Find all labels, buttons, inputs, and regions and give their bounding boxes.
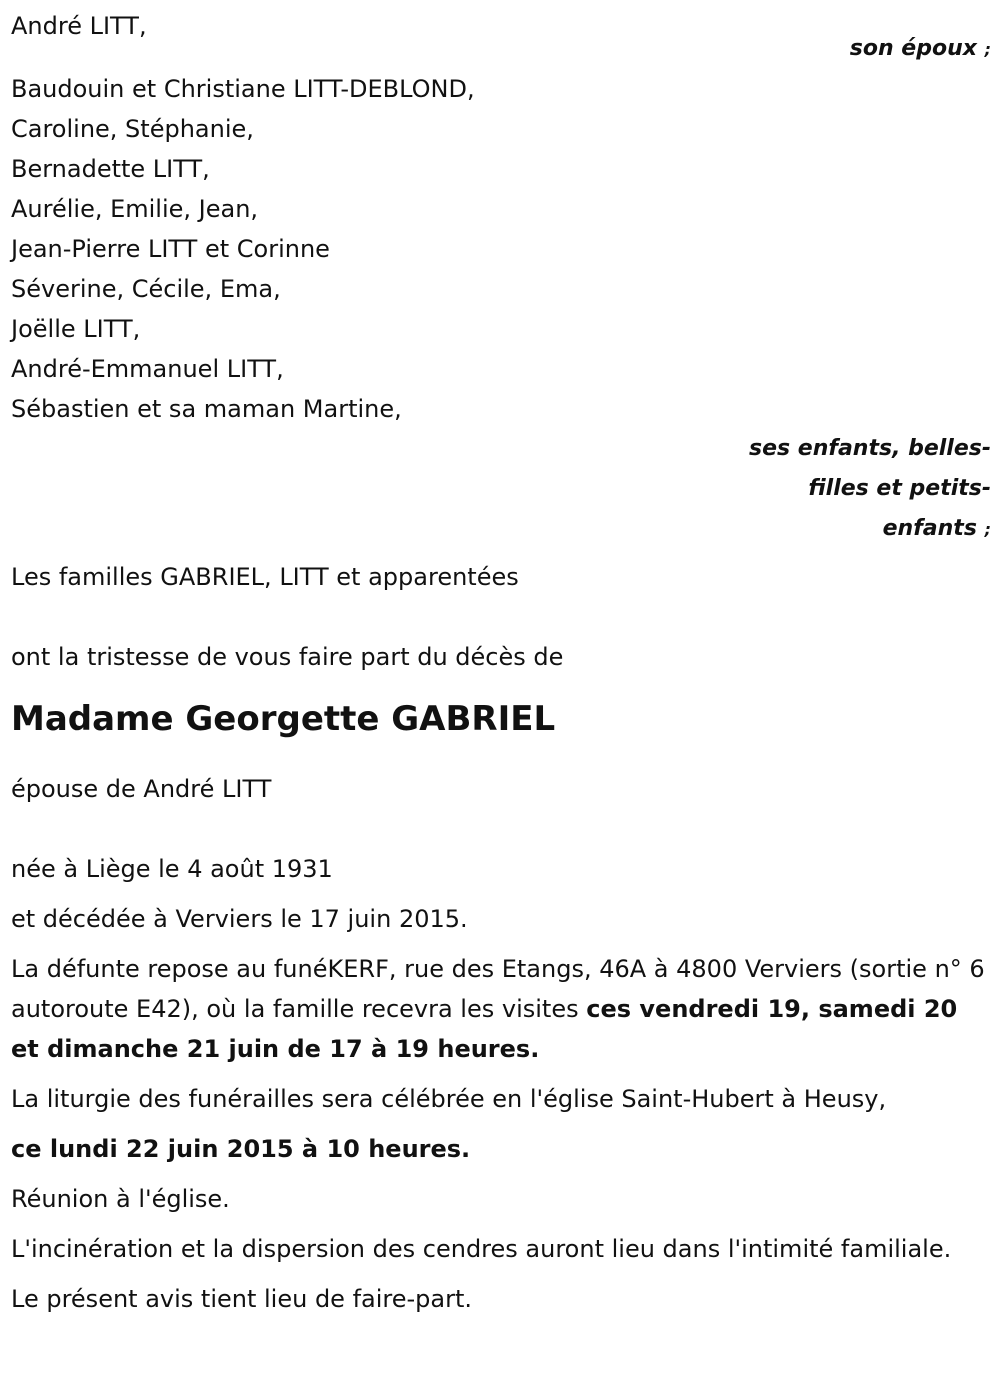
spouse-of-line: épouse de André LITT [11, 775, 272, 803]
born-line: née à Liège le 4 août 1931 [11, 855, 333, 883]
child-line-5: Jean-Pierre LITT et Corinne [11, 235, 330, 263]
died-line: et décédée à Verviers le 17 juin 2015. [11, 905, 468, 933]
child-line-6: Séverine, Cécile, Ema, [11, 275, 281, 303]
families-line: Les familles GABRIEL, LITT et apparentées [11, 563, 519, 591]
children-role-line-1: ses enfants, belles- [749, 436, 991, 461]
rest-visiting-hours: ces vendredi 19, samedi 20 et dimanche 21 juin de 17 à 19 heures. [11, 995, 958, 1063]
child-line-9: Sébastien et sa maman Martine, [11, 395, 402, 423]
child-line-7: Joëlle LITT, [11, 315, 141, 343]
meeting-line: Réunion à l'église. [11, 1185, 230, 1213]
child-line-4: Aurélie, Emilie, Jean, [11, 195, 259, 223]
spouse-role-semicolon: ; [984, 40, 991, 59]
notice-line: Le présent avis tient lieu de faire-part. [11, 1285, 473, 1313]
obituary-notice [11, 6, 991, 1319]
child-line-8: André-Emmanuel LITT, [11, 355, 284, 383]
cremation-paragraph: L'incinération et la dispersion des cendres auront lieu dans l'intimité familiale. [11, 1235, 952, 1263]
announcement-line: ont la tristesse de vous faire part du décès de [11, 643, 564, 671]
child-line-1: Baudouin et Christiane LITT-DEBLOND, [11, 75, 475, 103]
liturgy-date-line [11, 1129, 991, 1169]
children-role-line-3-text: enfants [882, 516, 977, 541]
child-line-2: Caroline, Stéphanie, [11, 115, 254, 143]
liturgy-date: ce lundi 22 juin 2015 à 10 heures. [11, 1135, 471, 1163]
deceased-name: Madame Georgette GABRIEL [11, 699, 556, 739]
spouse-name: André LITT, [11, 12, 147, 40]
liturgy-line: La liturgie des funérailles sera célébrée en l'église Saint-Hubert à Heusy, [11, 1085, 887, 1113]
children-role-semicolon: ; [984, 520, 991, 539]
child-line-3: Bernadette LITT, [11, 155, 210, 183]
spouse-role [11, 29, 991, 69]
spouse-role-text: son époux [849, 36, 977, 61]
children-role-line-3 [11, 509, 991, 549]
children-role [11, 429, 991, 549]
rest-paragraph [11, 949, 991, 1069]
children-role-line-2: filles et petits- [808, 476, 991, 501]
rest-text: La défunte repose au funéKERF, rue des Etangs, 46A à 4800 Verviers (sortie n° 6 autoroute E42), où la famille recevra les visites [11, 955, 985, 1023]
